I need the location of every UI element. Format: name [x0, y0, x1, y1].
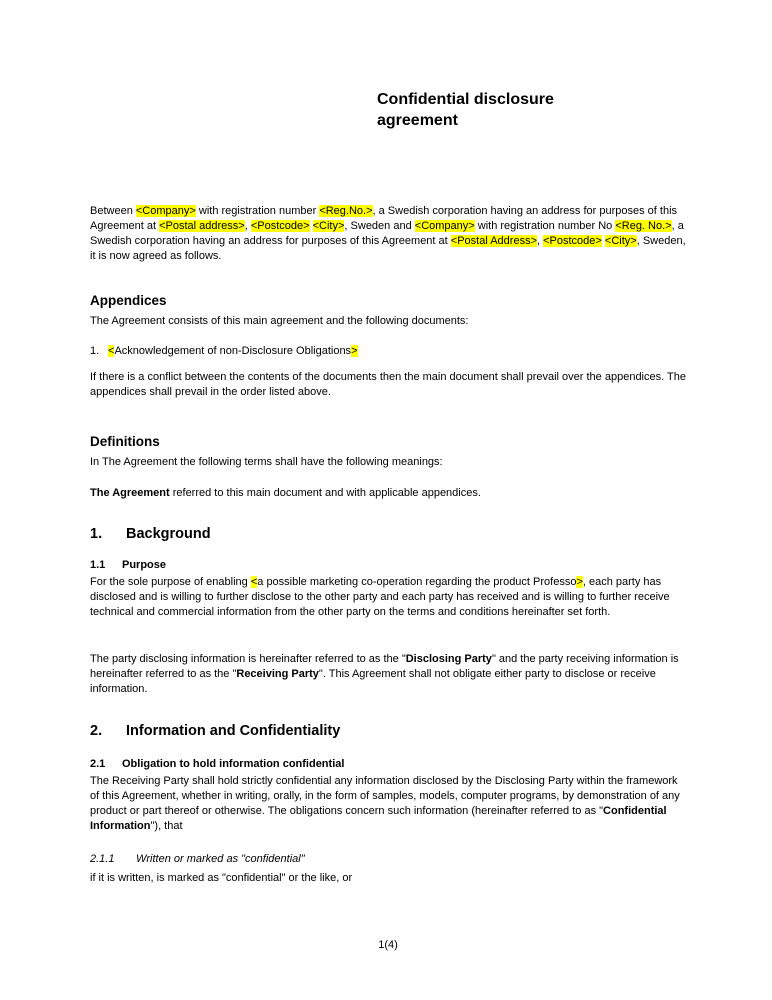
page-number: 1(4)	[378, 939, 398, 951]
placeholder-highlight: <Postcode>	[250, 220, 310, 232]
appendices-intro: The Agreement consists of this main agreement and the following documents:	[90, 315, 469, 327]
section-2-1-1-number: 2.1.1	[90, 853, 115, 865]
section-2-number: 2.	[90, 723, 103, 739]
text-segment: ". This Agreement shall not obligate either party to disclose or receive information.	[90, 668, 656, 695]
purpose-paragraph	[90, 575, 686, 620]
agreement-definition	[90, 486, 686, 501]
placeholder-highlight: <	[250, 576, 258, 588]
intro-paragraph	[90, 204, 686, 264]
placeholder-highlight: <Company>	[135, 205, 196, 217]
text-segment: , Sweden, it is now agreed as follows.	[90, 235, 686, 262]
bold-term: Confidential Information	[90, 805, 667, 832]
section-2-1-1-title: Written or marked as "confidential"	[136, 853, 305, 865]
text-segment: The Receiving Party shall hold strictly confidential any information disclosed by the Disclosing Party within the framework of this Agreement, whether in writing, orally, in the form of samples, models, computer programs, by demonstration of any product or part thereof or otherwise. The obligations concern such information (hereinafter referred to as "	[90, 775, 680, 817]
bold-term: Receiving Party	[236, 668, 319, 680]
text-segment: , each party has disclosed and is willing to further disclose to the other party and each party has received and is willing to further receive technical and commercial information from the other party on the terms and conditions hereinafter set forth.	[90, 576, 670, 618]
section-2-heading	[90, 722, 686, 740]
list-number: 1.	[90, 345, 100, 357]
placeholder-highlight: <Reg. No.>	[615, 220, 672, 232]
text-segment: a possible marketing co-operation regarding the product Professo	[257, 576, 577, 588]
placeholder-highlight: <Postal Address>	[450, 235, 537, 247]
appendices-heading: Appendices	[90, 293, 167, 308]
placeholder-highlight: <City>	[312, 220, 345, 232]
text-segment: The party disclosing information is hereinafter referred to as the "	[90, 653, 406, 665]
placeholder-highlight: <Company>	[414, 220, 475, 232]
conflict-paragraph: If there is a conflict between the contents of the documents then the main document shall prevail over the appendices. The appendices shall prevail in the order listed above.	[90, 371, 686, 398]
text-segment: , a Swedish corporation having an address for purposes of this Agreement at	[90, 220, 684, 247]
section-1-1-number: 1.1	[90, 559, 106, 571]
definitions-heading: Definitions	[90, 434, 160, 449]
placeholder-highlight: <City>	[604, 235, 637, 247]
text-segment: " and the party receiving information is hereinafter referred to as the "	[90, 653, 679, 680]
text-segment: ,	[244, 220, 251, 232]
text-segment: with registration number No	[474, 220, 616, 232]
document-title: Confidential disclosure agreement	[377, 91, 554, 129]
section-1-title: Background	[126, 526, 211, 542]
definitions-intro: In The Agreement the following terms shall have the following meanings:	[90, 456, 443, 468]
text-segment: , Sweden and	[344, 220, 415, 232]
parties-paragraph	[90, 652, 686, 697]
text-segment: referred to this main document and with applicable appendices.	[169, 487, 481, 499]
placeholder-highlight: <Postal address>	[159, 220, 245, 232]
placeholder-highlight: <Reg.No.>	[319, 205, 373, 217]
section-1-heading	[90, 525, 686, 543]
obligation-paragraph	[90, 774, 686, 834]
section-1-1-heading	[90, 558, 686, 573]
section-2-1-title: Obligation to hold information confidential	[122, 758, 345, 770]
section-2-1-1-heading	[90, 852, 686, 867]
section-2-1-heading	[90, 757, 686, 772]
text-segment: Acknowledgement of non-Disclosure Obligations	[114, 345, 352, 357]
section-2-title: Information and Confidentiality	[126, 723, 341, 739]
text-segment: , a Swedish corporation having an address for purposes of this Agreement at	[90, 205, 678, 232]
bold-term: The Agreement	[90, 487, 170, 499]
text-segment: For the sole purpose of enabling	[90, 576, 251, 588]
placeholder-highlight: >	[576, 576, 583, 588]
placeholder-highlight: <Postcode>	[543, 235, 602, 247]
bold-term: Disclosing Party	[405, 653, 492, 665]
written-marked-paragraph: if it is written, is marked as "confidential" or the like, or	[90, 872, 353, 884]
placeholder-highlight: >	[351, 345, 358, 357]
text-segment: ,	[537, 235, 544, 247]
list-text	[108, 344, 358, 359]
text-segment: with registration number	[195, 205, 320, 217]
text-segment: "), that	[150, 820, 183, 832]
section-2-1-number: 2.1	[90, 758, 106, 770]
appendix-list-item	[90, 344, 686, 359]
section-1-1-title: Purpose	[122, 559, 167, 571]
section-1-number: 1.	[90, 526, 103, 542]
placeholder-highlight: <	[108, 345, 115, 357]
text-segment: Between	[90, 205, 136, 217]
